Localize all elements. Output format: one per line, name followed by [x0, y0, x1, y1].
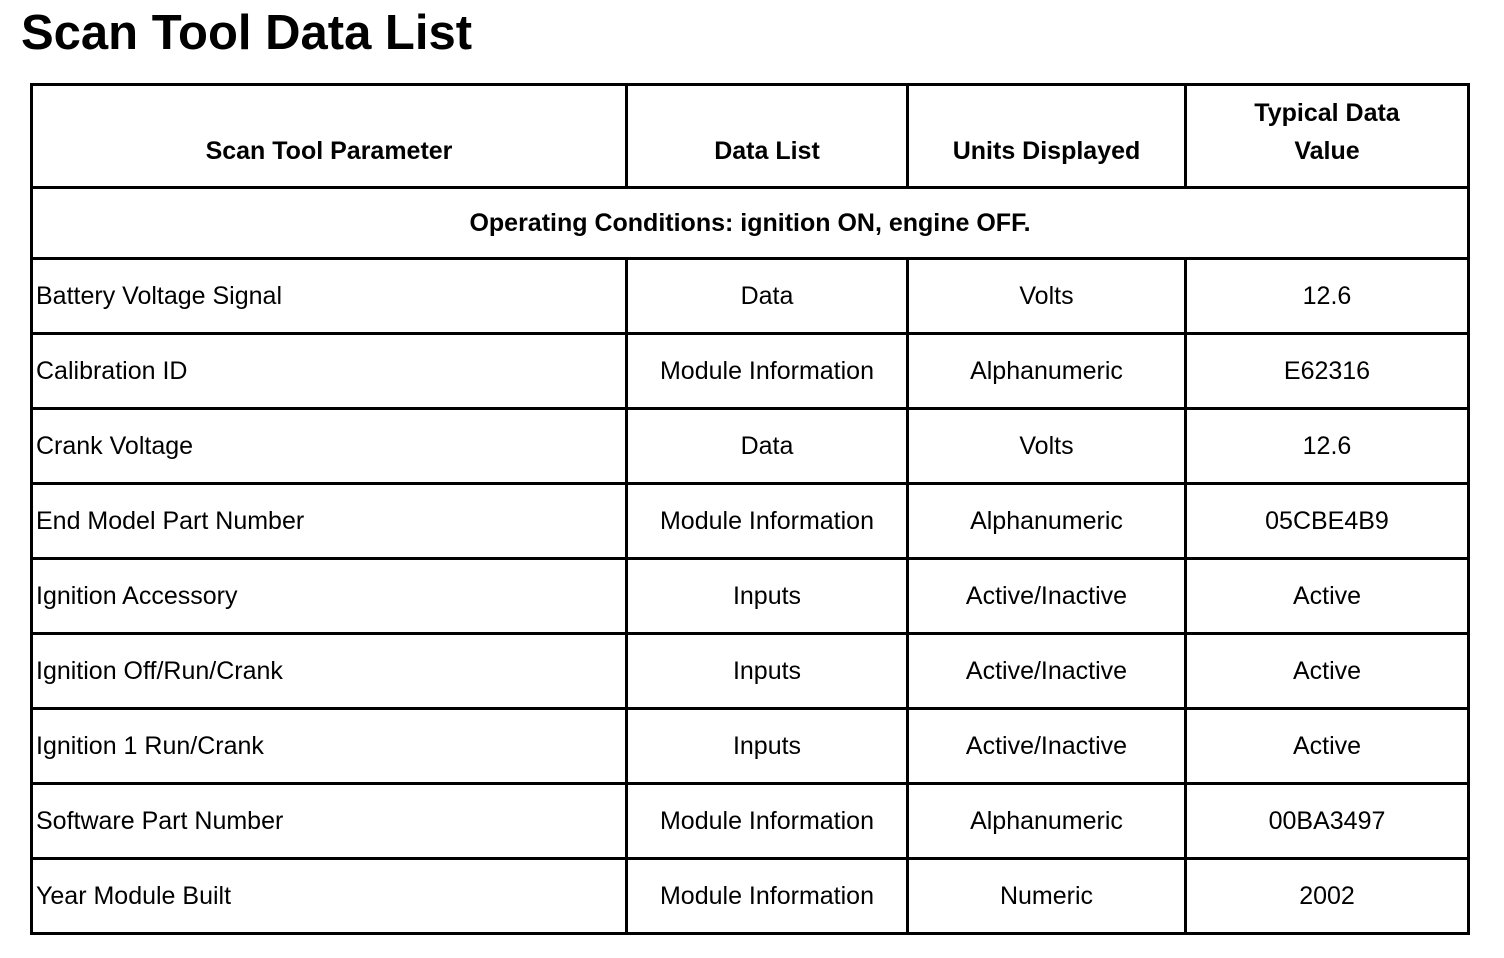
cell-scan-tool-parameter: Software Part Number [32, 784, 627, 859]
cell-typical-data-value: 05CBE4B9 [1186, 484, 1469, 559]
cell-units-displayed: Active/Inactive [908, 559, 1186, 634]
cell-units-displayed: Numeric [908, 859, 1186, 934]
header-typical-data-value-line1: Typical Data [1254, 99, 1400, 127]
cell-data-list: Inputs [627, 709, 908, 784]
cell-typical-data-value: 12.6 [1186, 409, 1469, 484]
cell-scan-tool-parameter: End Model Part Number [32, 484, 627, 559]
table-row [32, 334, 1469, 409]
cell-typical-data-value: 00BA3497 [1186, 784, 1469, 859]
cell-units-displayed: Active/Inactive [908, 634, 1186, 709]
cell-units-displayed: Alphanumeric [908, 784, 1186, 859]
cell-typical-data-value: E62316 [1186, 334, 1469, 409]
cell-scan-tool-parameter: Battery Voltage Signal [32, 259, 627, 334]
cell-scan-tool-parameter: Year Module Built [32, 859, 627, 934]
header-units-displayed: Units Displayed [908, 85, 1186, 188]
cell-data-list: Module Information [627, 784, 908, 859]
operating-conditions-row [32, 188, 1469, 259]
cell-typical-data-value: 2002 [1186, 859, 1469, 934]
cell-units-displayed: Alphanumeric [908, 334, 1186, 409]
cell-data-list: Module Information [627, 334, 908, 409]
header-data-list: Data List [627, 85, 908, 188]
header-typical-data-value-line2: Value [1294, 137, 1360, 165]
page-title: Scan Tool Data List [21, 6, 473, 60]
table-row [32, 484, 1469, 559]
table-row [32, 259, 1469, 334]
operating-conditions-text: Operating Conditions: ignition ON, engine OFF. [32, 188, 1469, 259]
cell-typical-data-value: 12.6 [1186, 259, 1469, 334]
cell-typical-data-value: Active [1186, 709, 1469, 784]
header-typical-data-value [1186, 85, 1469, 188]
cell-data-list: Module Information [627, 484, 908, 559]
cell-scan-tool-parameter: Calibration ID [32, 334, 627, 409]
table-row [32, 409, 1469, 484]
table-row [32, 859, 1469, 934]
cell-data-list: Inputs [627, 559, 908, 634]
table-row [32, 784, 1469, 859]
table-row [32, 634, 1469, 709]
cell-scan-tool-parameter: Crank Voltage [32, 409, 627, 484]
cell-typical-data-value: Active [1186, 559, 1469, 634]
scan-tool-data-table [30, 83, 1470, 935]
cell-scan-tool-parameter: Ignition Off/Run/Crank [32, 634, 627, 709]
cell-units-displayed: Alphanumeric [908, 484, 1186, 559]
table-row [32, 709, 1469, 784]
header-scan-tool-parameter: Scan Tool Parameter [32, 85, 627, 188]
cell-units-displayed: Volts [908, 409, 1186, 484]
cell-scan-tool-parameter: Ignition Accessory [32, 559, 627, 634]
table-header-row [32, 85, 1469, 188]
cell-data-list: Module Information [627, 859, 908, 934]
cell-units-displayed: Active/Inactive [908, 709, 1186, 784]
cell-data-list: Data [627, 409, 908, 484]
cell-data-list: Inputs [627, 634, 908, 709]
table-row [32, 559, 1469, 634]
cell-typical-data-value: Active [1186, 634, 1469, 709]
cell-data-list: Data [627, 259, 908, 334]
cell-units-displayed: Volts [908, 259, 1186, 334]
cell-scan-tool-parameter: Ignition 1 Run/Crank [32, 709, 627, 784]
